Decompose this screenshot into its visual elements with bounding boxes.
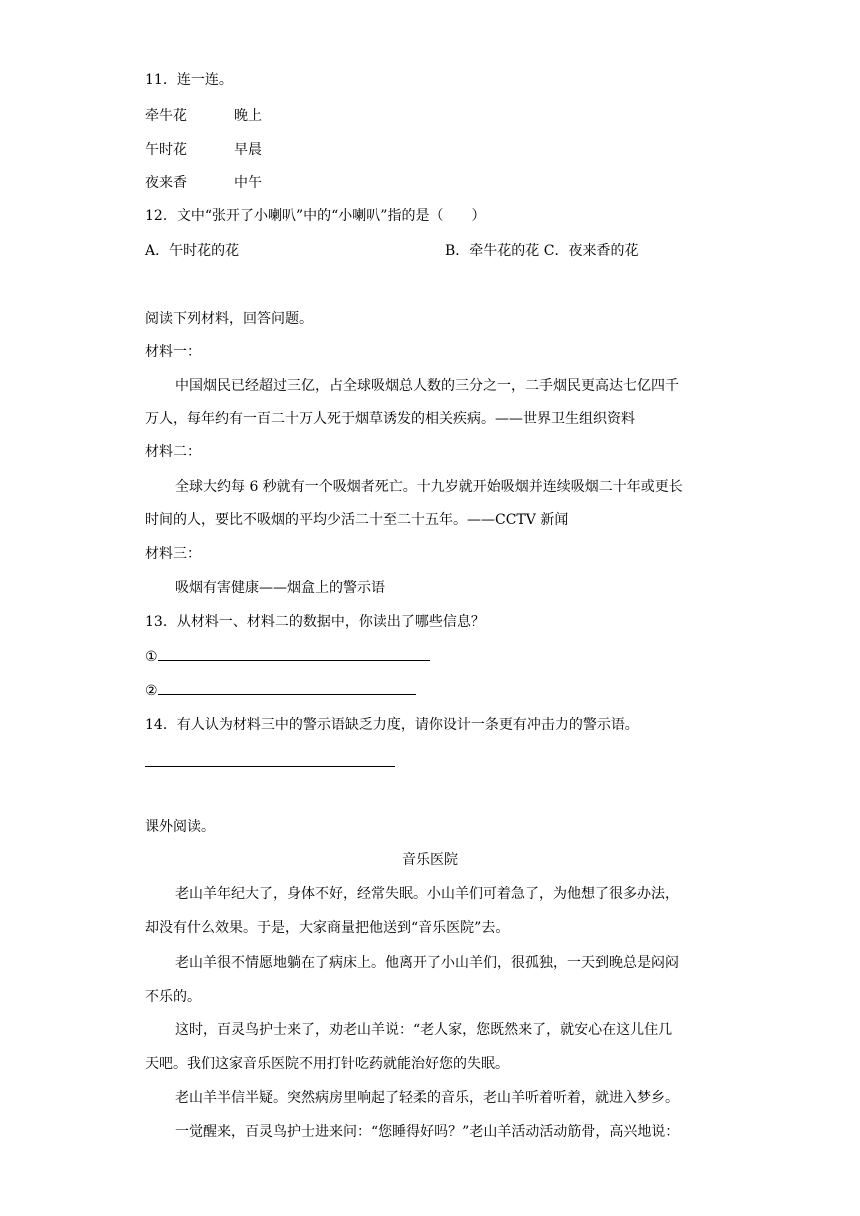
q13-answer-2 — [145, 680, 416, 701]
material1-label: 材料一： — [145, 344, 201, 360]
q11-left-3: 夜来香 — [145, 175, 187, 191]
story-p3-line1: 这时，百灵鸟护士来了，劝老山羊说：“老人家，您既然来了，就安心在这儿住几 — [175, 1022, 673, 1038]
q12-option-bc: B．牵牛花的花 C．夜来香的花 — [445, 243, 639, 259]
q13-answer-1 — [145, 646, 430, 667]
material3-label: 材料三： — [145, 546, 201, 562]
q13-answer-line-2[interactable] — [158, 680, 416, 695]
q13-stem: 13．从材料一、材料二的数据中，你读出了哪些信息？ — [145, 614, 485, 630]
q11-left-1: 牵牛花 — [145, 108, 187, 124]
q13-blank1-prefix: ① — [145, 649, 158, 665]
reading1-intro: 阅读下列材料，回答问题。 — [145, 311, 313, 327]
story-title: 音乐医院 — [402, 852, 458, 868]
q11-right-1: 晚上 — [234, 108, 262, 124]
material3-line1: 吸烟有害健康——烟盒上的警示语 — [175, 580, 385, 596]
q11-stem: 11．连一连。 — [145, 72, 233, 88]
q12-option-a: A．午时花的花 — [145, 243, 240, 259]
story-p3-line2: 天吧。我们这家音乐医院不用打针吃药就能治好您的失眠。 — [145, 1056, 509, 1072]
q14-answer-line[interactable] — [145, 766, 395, 767]
q11-left-2: 午时花 — [145, 142, 187, 158]
material2-label: 材料二： — [145, 444, 201, 460]
material1-line2: 万人，每年约有一百二十万人死于烟草诱发的相关疾病。——世界卫生组织资料 — [145, 411, 635, 427]
story-p2-line2: 不乐的。 — [145, 989, 201, 1005]
q13-blank2-prefix: ② — [145, 683, 158, 699]
q11-right-3: 中午 — [234, 175, 262, 191]
q14-stem: 14．有人认为材料三中的警示语缺乏力度，请你设计一条更有冲击力的警示语。 — [145, 717, 639, 733]
q13-answer-line-1[interactable] — [158, 646, 430, 661]
story-p5-line1: 一觉醒来，百灵鸟护士进来问：“您睡得好吗？”老山羊活动活动筋骨，高兴地说： — [175, 1124, 680, 1140]
material2-line1: 全球大约每 6 秒就有一个吸烟者死亡。十九岁就开始吸烟并连续吸烟二十年或更长 — [175, 479, 683, 495]
story-p1-line2: 却没有什么效果。于是，大家商量把他送到“音乐医院”去。 — [145, 920, 510, 936]
q12-stem: 12．文中“张开了小喇叭”中的“小喇叭”指的是（ ） — [145, 208, 486, 224]
material2-line2: 时间的人，要比不吸烟的平均少活二十至二十五年。——CCTV 新闻 — [145, 512, 569, 528]
story-p2-line1: 老山羊很不情愿地躺在了病床上。他离开了小山羊们，很孤独，一天到晚总是闷闷 — [175, 955, 679, 971]
story-p4-line1: 老山羊半信半疑。突然病房里响起了轻柔的音乐，老山羊听着听着，就进入梦乡。 — [175, 1090, 679, 1106]
material1-line1: 中国烟民已经超过三亿，占全球吸烟总人数的三分之一，二手烟民更高达七亿四千 — [175, 378, 679, 394]
story-p1-line1: 老山羊年纪大了，身体不好，经常失眠。小山羊们可着急了，为他想了很多办法， — [175, 886, 679, 902]
q11-right-2: 早晨 — [234, 142, 262, 158]
reading2-intro: 课外阅读。 — [145, 819, 215, 835]
